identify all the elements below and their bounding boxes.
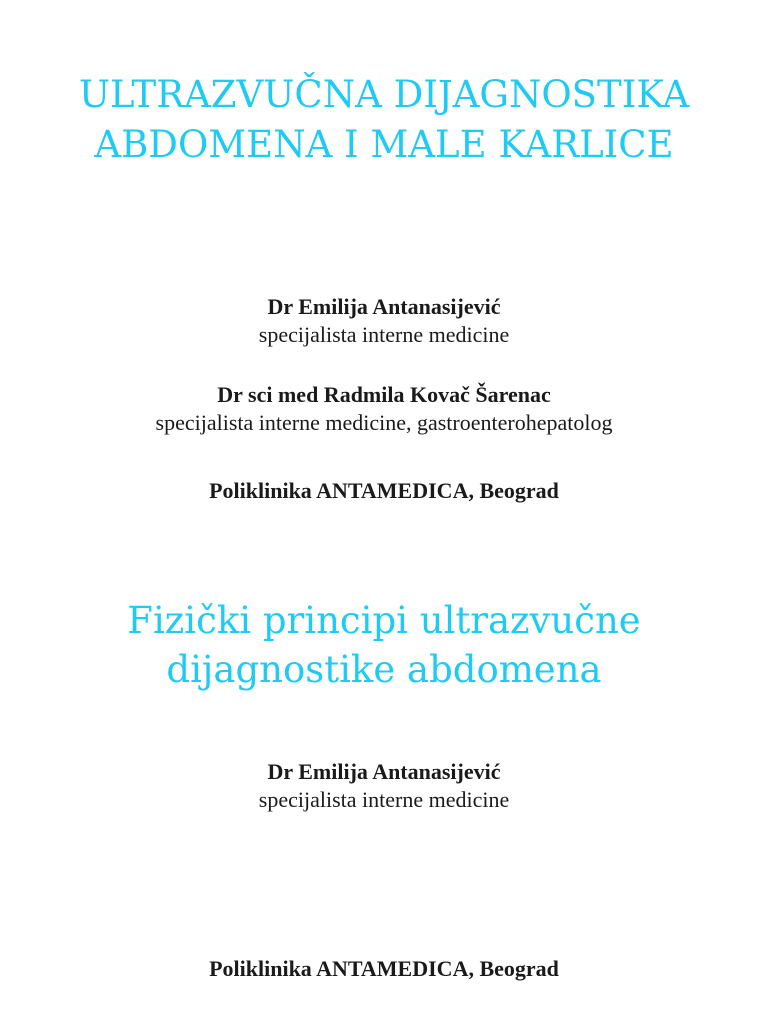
- author-name: Dr Emilija Antanasijević: [267, 759, 501, 784]
- author-name: Dr Emilija Antanasijević: [267, 294, 501, 319]
- chapter-title-line-2: dijagnostike abdomena: [166, 648, 602, 691]
- author-role: specijalista interne medicine: [258, 322, 510, 347]
- main-title-line-1: ULTRAZVUČNA DIJAGNOSTIKA: [78, 73, 690, 116]
- main-title-line-2: ABDOMENA I MALE KARLICE: [94, 123, 674, 166]
- author-name: Dr sci med Radmila Kovač Šarenac: [217, 382, 551, 407]
- author-block-1: [0, 293, 768, 349]
- chapter-title: [0, 596, 768, 694]
- author-block-3: [0, 758, 768, 814]
- author-role: specijalista interne medicine, gastroenterohepatolog: [155, 410, 613, 435]
- chapter-title-line-1: Fizički principi ultrazvučne: [127, 599, 641, 642]
- clinic-name: Poliklinika ANTAMEDICA, Beograd: [209, 478, 559, 503]
- author-role: specijalista interne medicine: [258, 787, 510, 812]
- clinic-name-footer: Poliklinika ANTAMEDICA, Beograd: [209, 956, 559, 981]
- main-title: [0, 70, 768, 170]
- author-block-2: [0, 381, 768, 437]
